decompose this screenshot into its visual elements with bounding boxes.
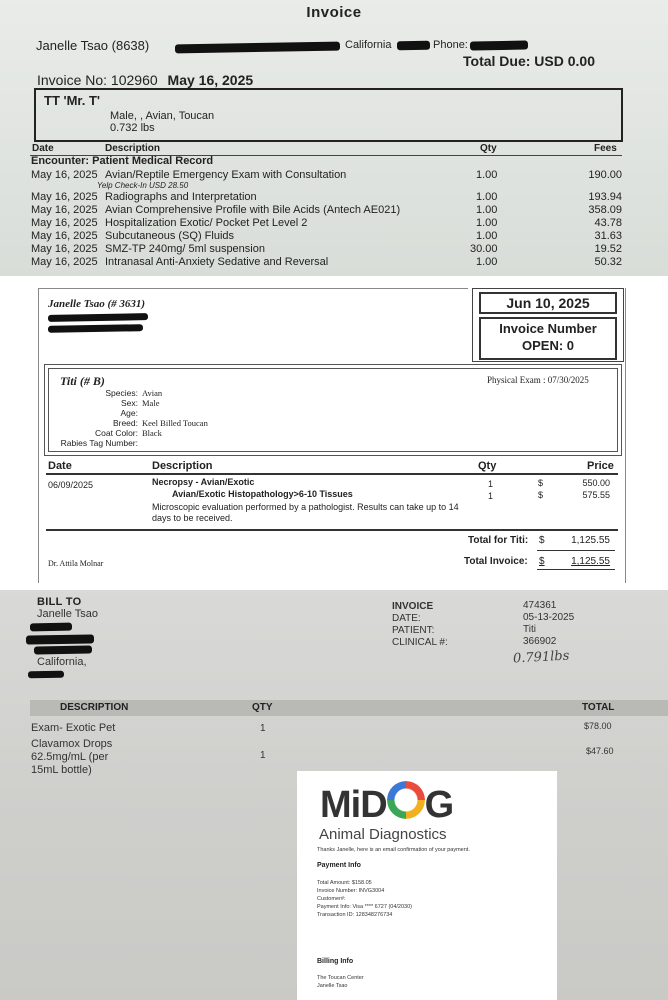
header-fees: Fees — [594, 143, 617, 154]
logo-text: G — [424, 784, 454, 826]
clinical-label: CLINICAL #: — [392, 637, 448, 648]
pet-details — [110, 110, 214, 134]
redacted-address — [34, 645, 92, 654]
row-date: May 16, 2025 — [31, 204, 98, 216]
phone-label: Phone: — [433, 39, 468, 51]
header-date: Date — [48, 460, 72, 472]
clinical-value: 366902 — [523, 636, 557, 647]
header-qty: Qty — [478, 460, 497, 472]
row-price: 575.55 — [582, 490, 610, 500]
total-amount: Total Amount: $158.05 — [317, 880, 372, 886]
item-clavamox-line1: Clavamox Drops — [31, 738, 113, 750]
attr-value: Male — [142, 398, 160, 408]
attr-label: Species: — [105, 388, 138, 398]
invoice-date: May 16, 2025 — [167, 72, 254, 88]
invoice-number-box — [479, 317, 617, 360]
row-description: Subcutaneous (SQ) Fluids — [105, 230, 235, 242]
table-row — [0, 191, 668, 204]
table-row — [0, 243, 668, 256]
invoice-number-label: Invoice Number — [499, 321, 597, 336]
items-header-bar — [30, 700, 668, 716]
attr-label: Rabies Tag Number: — [60, 438, 138, 448]
row-description: Radiographs and Interpretation — [105, 191, 257, 203]
line-item-note: Microscopic evaluation performed by a pathologist. Results can take up to 14 days to be received. — [152, 502, 459, 523]
doctor-name: Dr. Attila Molnar — [48, 559, 104, 568]
invoice-number-value: OPEN: 0 — [521, 338, 574, 353]
currency-symbol: $ — [538, 478, 544, 488]
total-rule — [537, 550, 615, 551]
row-date: May 16, 2025 — [31, 217, 98, 229]
row-qty: 1 — [488, 491, 494, 501]
total-pet-value: 1,125.55 — [571, 535, 610, 546]
payment-info-heading: Payment Info — [317, 862, 361, 869]
attr-value: Black — [142, 428, 162, 438]
table-row — [0, 230, 668, 243]
invoice-date: Jun 10, 2025 — [479, 292, 617, 314]
header-qty: QTY — [252, 702, 273, 713]
row-date: May 16, 2025 — [31, 230, 98, 242]
pet-name: TT 'Mr. T' — [44, 93, 101, 108]
row-qty: 1 — [488, 479, 494, 489]
header-qty: Qty — [480, 143, 497, 154]
bill-to-state: California, — [37, 656, 87, 668]
billing-line: Janelle Tsao — [317, 983, 348, 989]
header-date: Date — [32, 143, 54, 154]
invoice-section-2 — [0, 276, 668, 590]
row-qty: 1.00 — [476, 169, 498, 181]
midog-subtitle: Animal Diagnostics — [319, 826, 447, 843]
row-fee: 31.63 — [594, 230, 622, 242]
invoice-number-label: Invoice No: 102960 — [37, 72, 158, 88]
row-description: SMZ-TP 240mg/ 5ml suspension — [105, 243, 265, 255]
pet-title: Titi (# B) — [60, 374, 105, 388]
item-exam-qty: 1 — [260, 723, 266, 734]
header-description: Description — [152, 460, 213, 472]
encounter-label: Encounter: Patient Medical Record — [31, 155, 214, 167]
frame-line — [38, 288, 468, 289]
row-date: May 16, 2025 — [31, 191, 98, 203]
handwritten-weight: 0.791lbs — [512, 648, 570, 667]
row-qty: 30.00 — [470, 243, 498, 255]
date-box — [472, 288, 624, 362]
patient-label: PATIENT: — [392, 625, 435, 636]
row-fee: 358.09 — [588, 204, 622, 216]
pet-weight: 0.732 lbs — [110, 122, 155, 134]
total-pet-label: Total for Titi: — [468, 535, 529, 546]
redacted-address — [48, 324, 143, 333]
currency-symbol: $ — [539, 535, 545, 546]
frame-line — [625, 288, 626, 583]
header-description: Description — [105, 143, 161, 154]
logo-text: MiD — [320, 784, 387, 826]
redacted-phone — [470, 40, 528, 50]
redacted-address — [175, 42, 340, 54]
redacted-zip — [28, 671, 64, 679]
total-double-rule — [537, 569, 615, 570]
currency-symbol: $ — [539, 556, 545, 567]
billing-info-heading: Billing Info — [317, 958, 354, 965]
midog-receipt — [297, 771, 557, 1000]
row-date: 06/09/2025 — [48, 480, 94, 490]
invoice-number: Invoice Number: INVG3004 — [317, 888, 385, 894]
date-value: 05-13-2025 — [523, 612, 575, 623]
header-price: Price — [587, 460, 614, 472]
bill-to-label: BILL TO — [37, 596, 82, 608]
redacted-address — [26, 634, 94, 644]
billing-line: The Toucan Center — [317, 975, 364, 981]
pet-box — [34, 88, 623, 142]
attr-value: Avian — [142, 388, 163, 398]
total-due: Total Due: USD 0.00 — [463, 53, 595, 69]
invoice-label: INVOICE — [392, 601, 434, 612]
patient-value: Titi — [523, 624, 536, 635]
invoice-title: Invoice — [306, 4, 362, 21]
attr-label: Coat Color: — [95, 428, 138, 438]
row-fee: 43.78 — [594, 217, 622, 229]
invoice-number — [37, 72, 253, 88]
attr-value: Keel Billed Toucan — [142, 418, 208, 428]
client-name: Janelle Tsao (# 3631) — [48, 298, 146, 310]
row-date: May 16, 2025 — [31, 243, 98, 255]
redacted-address — [48, 313, 148, 322]
item-clavamox-line3: 15mL bottle) — [31, 764, 92, 776]
item-exam-total: $78.00 — [584, 721, 612, 731]
table-row — [0, 256, 668, 269]
line-item-necropsy: Necropsy - Avian/Exotic — [152, 477, 255, 487]
item-clavamox-qty: 1 — [260, 750, 266, 761]
item-clavamox-line2: 62.5mg/mL (per — [31, 751, 109, 763]
total-invoice-label: Total Invoice: — [464, 556, 528, 567]
physical-exam-date: Physical Exam : 07/30/2025 — [487, 375, 589, 385]
row-description: Hospitalization Exotic/ Pocket Pet Level 2 — [105, 217, 308, 229]
invoice-value: 474361 — [523, 600, 557, 611]
table-row — [0, 217, 668, 230]
bill-to-name: Janelle Tsao — [37, 608, 98, 620]
invoice-section-3 — [0, 590, 668, 1000]
line-item-histopathology: Avian/Exotic Histopathology>6-10 Tissues — [172, 489, 353, 499]
total-invoice-value: 1,125.55 — [571, 556, 610, 567]
date-label: DATE: — [392, 613, 421, 624]
header-description: DESCRIPTION — [60, 702, 129, 713]
client-name: Janelle Tsao (8638) — [36, 38, 150, 53]
pet-description: Male, , Avian, Toucan — [110, 110, 215, 122]
row-qty: 1.00 — [476, 230, 498, 242]
row-fee: 190.00 — [588, 169, 622, 181]
thanks-message: Thanks Janelle, here is an email confirmation of your payment. — [317, 847, 470, 853]
header-divider — [46, 473, 618, 475]
row-fee: 50.32 — [594, 256, 622, 268]
row-description: Avian/Reptile Emergency Exam with Consultation — [105, 169, 347, 181]
row-date: May 16, 2025 — [31, 169, 98, 181]
attr-label: Sex: — [120, 398, 138, 408]
row-qty: 1.00 — [476, 256, 498, 268]
invoice-section-1 — [0, 0, 668, 276]
frame-line — [38, 288, 39, 583]
row-qty: 1.00 — [476, 217, 498, 229]
transaction-id: Transaction ID: 128348276734 — [317, 912, 393, 918]
row-price: 550.00 — [582, 478, 610, 488]
client-state: California — [345, 39, 392, 51]
table-row — [0, 204, 668, 217]
item-exam: Exam- Exotic Pet — [31, 722, 116, 734]
midog-logo — [320, 779, 453, 827]
header-total: TOTAL — [582, 702, 615, 713]
customer-number: Customer#: — [317, 896, 346, 902]
attr-label: Age: — [120, 408, 138, 418]
logo-ring-icon — [387, 781, 425, 819]
currency-symbol: $ — [538, 490, 544, 500]
row-description: Intranasal Anti-Anxiety Sedative and Reversal — [105, 256, 329, 268]
row-qty: 1.00 — [476, 191, 498, 203]
redacted-address — [30, 623, 72, 632]
redacted-zip — [397, 41, 430, 51]
row-description: Avian Comprehensive Profile with Bile Acids (Antech AE021) — [105, 204, 401, 216]
totals-divider — [46, 529, 618, 531]
item-clavamox-total: $47.60 — [586, 746, 614, 756]
row-qty: 1.00 — [476, 204, 498, 216]
payment-method: Payment Info: Visa **** 6727 (04/2030) — [317, 904, 412, 910]
row-date: May 16, 2025 — [31, 256, 98, 268]
attr-label: Breed: — [112, 418, 138, 428]
row-fee: 193.94 — [588, 191, 622, 203]
yelp-note: Yelp Check-In USD 28.50 — [97, 181, 189, 190]
row-fee: 19.52 — [594, 243, 622, 255]
